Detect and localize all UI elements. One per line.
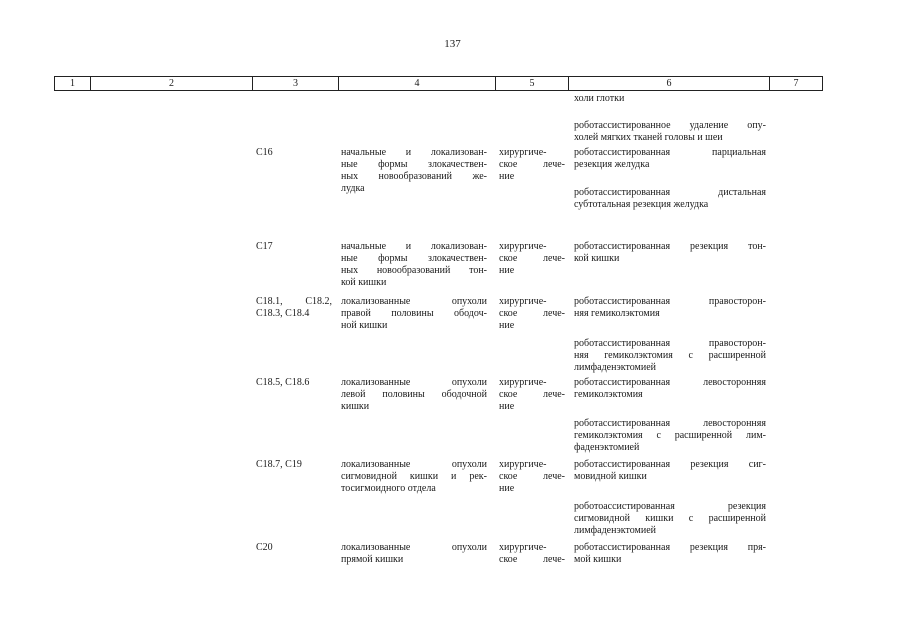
text-line: правой половины ободоч- [341, 308, 487, 319]
method-cell [574, 147, 766, 171]
column-header: 3 [252, 77, 338, 90]
text-line: хирургиче- [499, 147, 547, 158]
method-cell [574, 501, 766, 537]
column-header: 6 [568, 77, 769, 90]
text-line: ское лече- [499, 253, 565, 264]
text-line: начальные и локализован- [341, 241, 487, 252]
table-header-row [54, 76, 823, 91]
text-line: левой половины ободочной [341, 389, 487, 400]
condition-cell [341, 377, 487, 413]
text-line: роботассистированное удаление опу- [574, 120, 766, 131]
text-line: роботассистированная правосторон- [574, 296, 766, 307]
code-cell [256, 377, 336, 389]
text-line: ние [499, 401, 515, 412]
condition-cell [341, 241, 487, 289]
text-line: ной кишки [341, 320, 388, 331]
text-line: ные формы злокачествен- [341, 159, 487, 170]
text-line: субтотальная резекция желудка [574, 199, 709, 210]
text-line: хирургиче- [499, 459, 547, 470]
text-line: хирургиче- [499, 296, 547, 307]
method-cell [574, 542, 766, 566]
method-cell [574, 120, 766, 144]
text-line: ные формы злокачествен- [341, 253, 487, 264]
text-line: C18.1, C18.2, [256, 296, 332, 307]
text-line: сигмовидной кишки с расширенной [574, 513, 766, 524]
text-line: роботассистированная левосторонняя [574, 418, 766, 429]
text-line: роботассистированная резекция тон- [574, 241, 766, 252]
treatment-cell [499, 296, 565, 332]
method-cell [574, 338, 766, 374]
text-line: холей мягких тканей головы и шеи [574, 132, 723, 143]
column-header: 4 [338, 77, 495, 90]
text-line: холи глотки [574, 93, 625, 104]
text-line: C20 [256, 542, 273, 553]
method-cell [574, 187, 766, 211]
text-line: кой кишки [574, 253, 620, 264]
text-line: ных новообразований тон- [341, 265, 487, 276]
condition-cell [341, 296, 487, 332]
text-line: роботоассистированная резекция [574, 501, 766, 512]
text-line: няя гемиколэктомия [574, 308, 660, 319]
condition-cell [341, 459, 487, 495]
text-line: лимфаденэктомией [574, 525, 657, 536]
text-line: C18.3, C18.4 [256, 308, 310, 319]
treatment-cell [499, 241, 565, 277]
text-line: начальные и локализован- [341, 147, 487, 158]
text-line: C16 [256, 147, 273, 158]
text-line: ское лече- [499, 389, 565, 400]
treatment-cell [499, 147, 565, 183]
treatment-cell [499, 542, 565, 566]
column-header: 5 [495, 77, 568, 90]
text-line: сигмовидной кишки и рек- [341, 471, 487, 482]
text-line: мой кишки [574, 554, 622, 565]
text-line: роботассистированная левосторонняя [574, 377, 766, 388]
text-line: хирургиче- [499, 377, 547, 388]
text-line: прямой кишки [341, 554, 404, 565]
text-line: C18.5, C18.6 [256, 377, 310, 388]
text-line: хирургиче- [499, 241, 547, 252]
text-line: локализованные опухоли [341, 296, 487, 307]
text-line: ние [499, 483, 515, 494]
text-line: няя гемиколэктомия с расширенной [574, 350, 766, 361]
condition-cell [341, 542, 487, 566]
column-header: 1 [54, 77, 90, 90]
method-cell [574, 459, 766, 483]
text-line: C18.7, C19 [256, 459, 302, 470]
text-line: роботассистированная резекция пря- [574, 542, 766, 553]
text-line: тосигмоидного отдела [341, 483, 436, 494]
method-cell [574, 377, 766, 401]
method-cell [574, 241, 766, 265]
text-line: локализованные опухоли [341, 377, 487, 388]
code-cell [256, 459, 336, 471]
code-cell [256, 542, 336, 554]
treatment-cell [499, 459, 565, 495]
text-line: мовидной кишки [574, 471, 647, 482]
column-header: 2 [90, 77, 252, 90]
text-line: ние [499, 320, 515, 331]
text-line: лимфаденэктомией [574, 362, 657, 373]
code-cell [256, 147, 336, 159]
text-line: локализованные опухоли [341, 542, 487, 553]
method-cell [574, 418, 766, 454]
text-line: ние [499, 265, 515, 276]
text-line: кой кишки [341, 277, 387, 288]
text-line: локализованные опухоли [341, 459, 487, 470]
text-line: гемиколэктомия [574, 389, 643, 400]
text-line: ское лече- [499, 554, 565, 565]
column-header: 7 [769, 77, 823, 90]
text-line: роботассистированная дистальная [574, 187, 766, 198]
code-cell [256, 241, 336, 253]
text-line: ных новообразований же- [341, 171, 487, 182]
treatment-cell [499, 377, 565, 413]
method-cell [574, 296, 766, 320]
text-line: хирургиче- [499, 542, 547, 553]
text-line: роботассистированная резекция сиг- [574, 459, 766, 470]
text-line: ние [499, 171, 515, 182]
text-line: кишки [341, 401, 370, 412]
text-line: C17 [256, 241, 273, 252]
method-cell [574, 93, 766, 105]
text-line: роботассистированная правосторон- [574, 338, 766, 349]
text-line: резекция желудка [574, 159, 650, 170]
condition-cell [341, 147, 487, 195]
page-number: 137 [444, 38, 461, 50]
code-cell [256, 296, 332, 320]
text-line: фаденэктомией [574, 442, 640, 453]
text-line: гемиколэктомия с расширенной лим- [574, 430, 766, 441]
text-line: ское лече- [499, 471, 565, 482]
text-line: ское лече- [499, 308, 565, 319]
text-line: роботассистированная парциальная [574, 147, 766, 158]
text-line: ское лече- [499, 159, 565, 170]
text-line: лудка [341, 183, 365, 194]
